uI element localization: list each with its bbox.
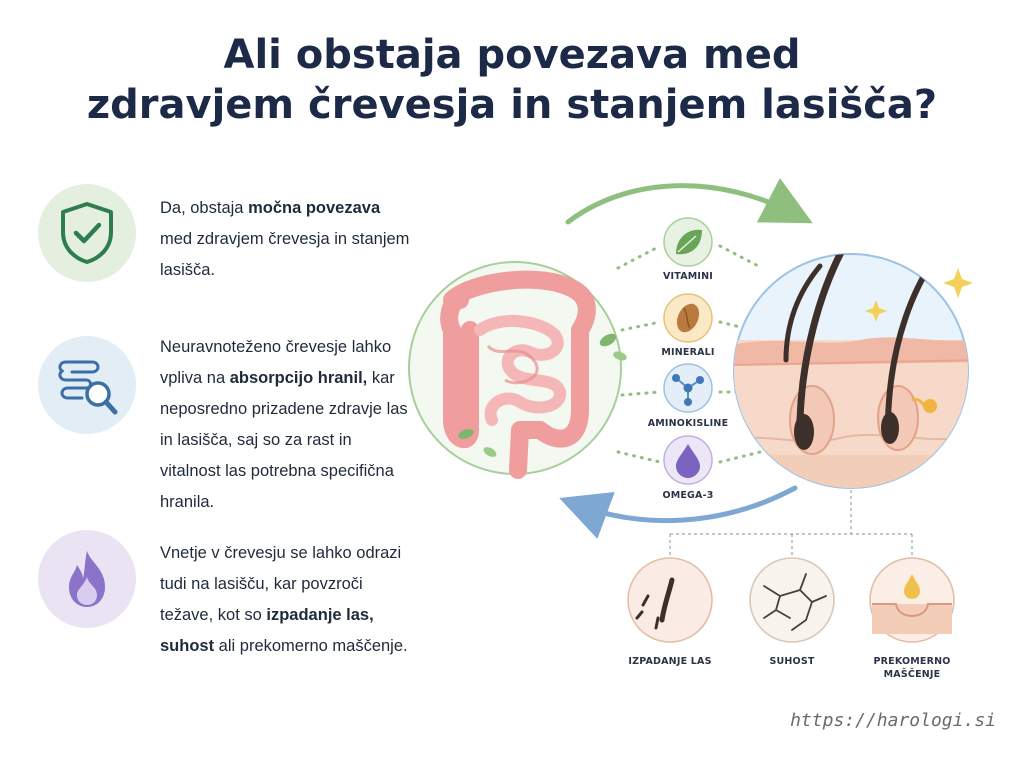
source-url[interactable]: https://harologi.si (790, 710, 996, 731)
point-3-text-c: enje. (371, 637, 408, 655)
nutrient-label-omega3: OMEGA-3 (662, 490, 714, 501)
problem-label-oiliness: PREKOMERNO MAŠČENJE (873, 656, 951, 680)
problem-label-hair-loss: IZPADANJE LAS (628, 656, 712, 667)
point-2-text-a: Neuravnoteženo črevesje lahko vpliva na (160, 338, 392, 387)
point-1-text-b: med zdravjem črevesja in stanjem lasišča. (160, 230, 410, 279)
point-2-text-b: kar neposredno prizadene zdravje las in lasišča, saj so za rast in vitalnost las potrebna specifična hranila. (160, 369, 408, 511)
hair-loss-icon (628, 558, 712, 642)
oily-scalp-icon (870, 558, 954, 642)
point-1-text-bold: močna povezava (248, 199, 381, 217)
oil-drop-icon (664, 436, 712, 484)
nutrient-label-vitamini: VITAMINI (662, 271, 714, 282)
title-line-1: Ali obstaja povezava med (223, 32, 801, 78)
almond-icon (664, 294, 712, 342)
point-3-text-a: Vnetje v črevesju se lahko odrazi tudi na lasišču, kar povzroči težave, kot so (160, 544, 402, 624)
point-3-text-bold: izpadanje las, suhost (160, 606, 374, 655)
arrow-gut-to-scalp (568, 186, 795, 222)
sparkle-icon (943, 268, 973, 298)
point-1-text-a: Da, obstaja (160, 199, 249, 217)
leaf-icon (664, 218, 712, 266)
nutrient-label-minerali: MINERALI (661, 347, 715, 358)
title-line-2: zdravjem črevesja in stanjem lasišča? (86, 82, 938, 128)
nutrient-label-aminokisline: AMINOKISLINE (647, 418, 729, 429)
problem-label-dryness: SUHOST (769, 656, 815, 667)
scalp-hair-illustration (730, 232, 980, 495)
molecule-icon (664, 364, 712, 412)
intestine-illustration (409, 262, 628, 474)
point-2-text-bold: absorpcijo hranil, (229, 369, 368, 387)
dry-skin-icon (750, 558, 834, 642)
point-3-text-b: ali prekomerno mašč (214, 637, 372, 655)
